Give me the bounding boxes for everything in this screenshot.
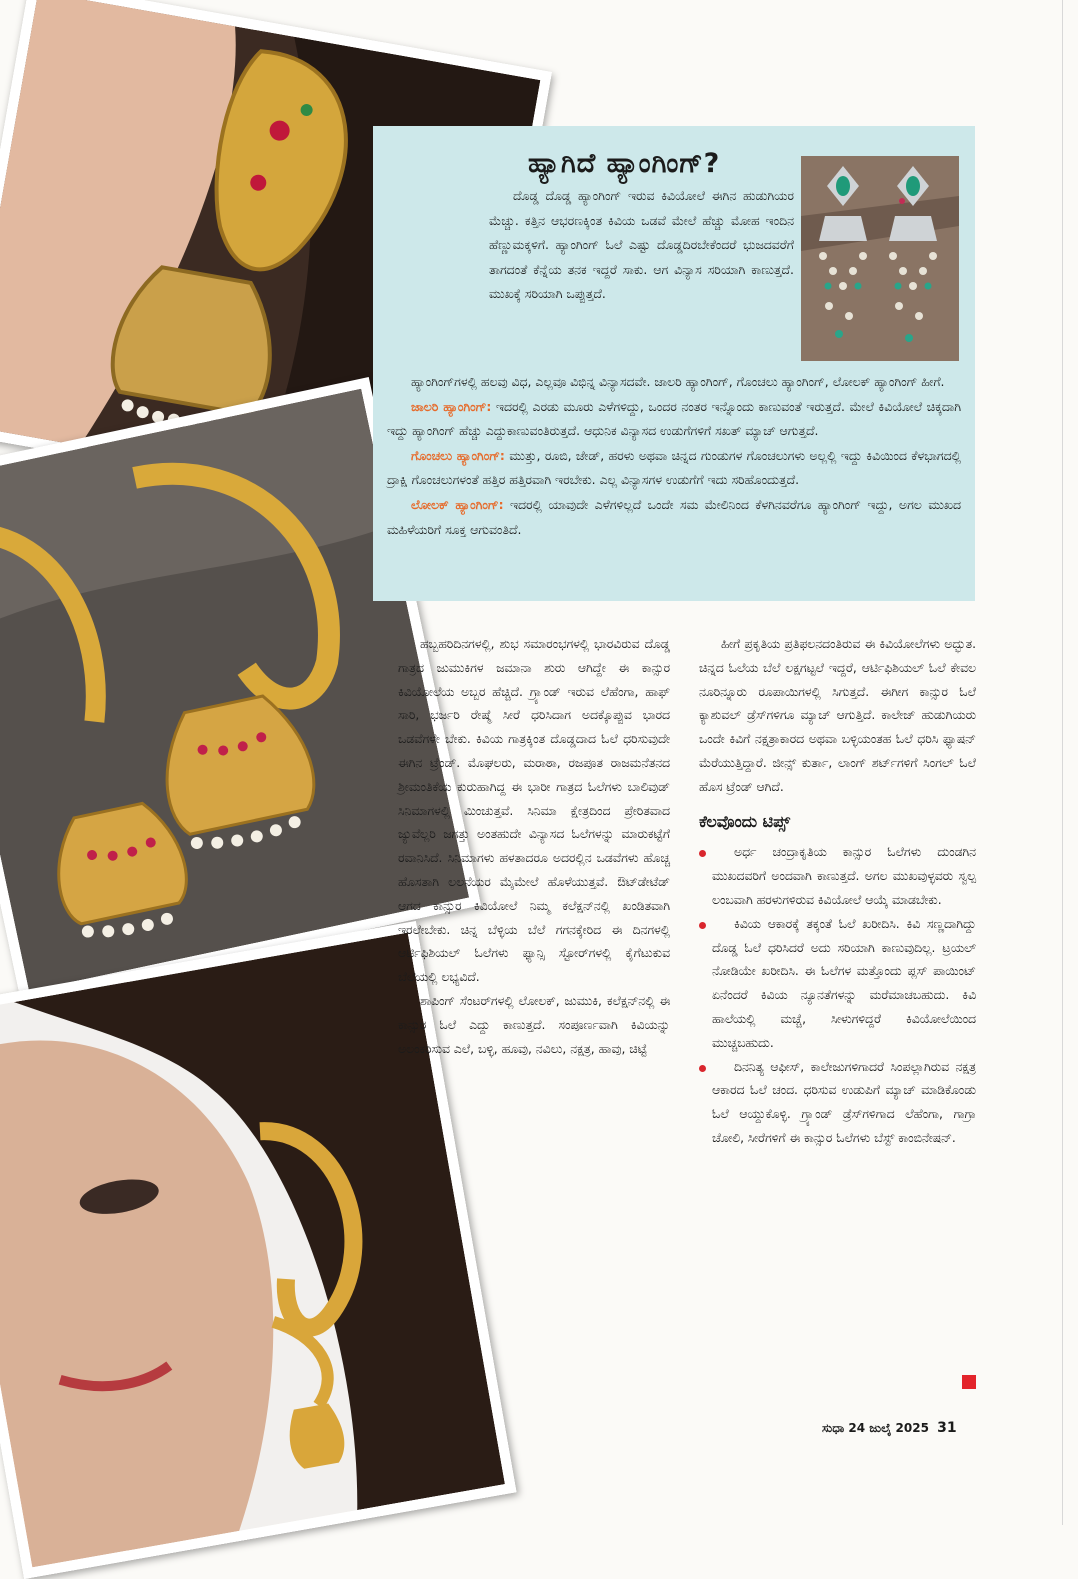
article-column-1 [398, 633, 670, 1061]
sidebar-box [373, 126, 975, 601]
tip-item [699, 913, 976, 1056]
tip-text: ಅರ್ಧ ಚಂದ್ರಾಕೃತಿಯ ಕಾನ್ಸುರ ಓಲೆಗಳು ದುಂಡಗಿನ ಮುಖದವರಿಗೆ ಅಂದವಾಗಿ ಕಾಣುತ್ತದೆ. ಅಗಲ ಮುಖವುಳ್ಳವರು ಸ್ವಲ್ಪ ಲಂಬವಾಗಿ ಹರಳುಗಳಿರುವ ಕಿವಿಯೋಲೆ ಆಯ್ಕೆ ಮಾಡಬೇಕು. [712, 845, 976, 907]
text-gonchalu: ಮುತ್ತು, ರೂಬಿ, ಜೇಡ್, ಹರಳು ಅಥವಾ ಚಿನ್ನದ ಗುಂಡುಗಳ ಗೊಂಚಲುಗಳು ಅಲ್ಲಲ್ಲಿ ಇದ್ದು ಕಿವಿಯಿಂದ ಕೆಳಭಾಗದಲ್ಲಿ ದ್ರಾಕ್ಷಿ ಗೊಂಚಲುಗಳಂತೆ ಹತ್ತಿರ ಹತ್ತಿರವಾಗಿ ಇರಬೇಕು. ಎಲ್ಲ ವಿನ್ಯಾಸಗಳ ಉಡುಗೆಗೆ ಇದು ಸರಿಹೊಂದುತ್ತದೆ. [387, 447, 961, 488]
bullet-icon [699, 1065, 706, 1072]
tip-item [699, 1056, 976, 1151]
bullet-icon [699, 922, 706, 929]
subheading-jalari: ಜಾಲರಿ ಹ್ಯಾಂಗಿಂಗ್: [411, 398, 492, 414]
page-number: 31 [937, 1420, 957, 1436]
tip-text: ಕಿವಿಯ ಆಕಾರಕ್ಕೆ ತಕ್ಕಂತೆ ಓಲೆ ಖರೀದಿಸಿ. ಕಿವಿ ಸಣ್ಣದಾಗಿದ್ದು ದೊಡ್ಡ ಓಲೆ ಧರಿಸಿದರೆ ಅದು ಸರಿಯಾಗಿ ಕಾಣುವುದಿಲ್ಲ. ಟ್ರಯಲ್ ನೋಡಿಯೇ ಖರೀದಿಸಿ. ಈ ಓಲೆಗಳ ಮತ್ತೊಂದು ಪ್ಲಸ್ ಪಾಯಿಂಟ್ ಏನೆಂದರೆ ಕಿವಿಯ ನ್ಯೂನತೆಗಳನ್ನು ಮರೆಮಾಚಬಹುದು. ಕಿವಿ ಹಾಲೆಯಲ್ಲಿ ಮಚ್ಚೆ, ಸೀಳುಗಳಿದ್ದರೆ ಕಿವಿಯೋಲೆಯಿಂದ ಮುಚ್ಚಬಹುದು. [712, 916, 976, 1050]
footer-magazine-date: ಸುಧಾ 24 ಜುಲೈ 2025 [822, 1421, 929, 1435]
text-lolak: ಇದರಲ್ಲಿ ಯಾವುದೇ ಎಳೆಗಳಿಲ್ಲದೆ ಒಂದೇ ಸಮ ಮೇಲಿನಿಂದ ಕೆಳಗಿನವರೆಗೂ ಹ್ಯಾಂಗಿಂಗ್ ಇದ್ದು, ಅಗಲ ಮುಖದ ಮಹಿಳೆಯರಿಗೆ ಸೂಕ್ತ ಆಗುವಂತಿದೆ. [387, 496, 962, 537]
page-footer [822, 1420, 957, 1436]
text-jalari: ಇದರಲ್ಲಿ ಎರಡು ಮೂರು ಎಳೆಗಳಿದ್ದು, ಒಂದರ ನಂತರ ಇನ್ನೊಂದು ಕಾಣುವಂತೆ ಇರುತ್ತದೆ. ಮೇಲೆ ಕಿವಿಯೋಲೆ ಚಿಕ್ಕದಾಗಿ ಇದ್ದು ಹ್ಯಾಂಗಿಂಗ್ ಹೆಚ್ಚು ಎದ್ದುಕಾಣುವಂತಿರುತ್ತದೆ. ಆಧುನಿಕ ವಿನ್ಯಾಸದ ಉಡುಗೆಗಳಿಗೆ ಸಖತ್ ಮ್ಯಾಚ್ ಆಗುತ್ತದೆ. [387, 398, 961, 439]
tips-heading: ಕೆಲವೊಂದು ಟಿಪ್ಸ್ [699, 811, 791, 831]
tip-text: ದಿನನಿತ್ಯ ಆಫೀಸ್, ಕಾಲೇಜುಗಳಿಗಾದರೆ ಸಿಂಪಲ್ಲಾಗಿರುವ ನಕ್ಷತ್ರ ಆಕಾರದ ಓಲೆ ಚಂದ. ಧರಿಸುವ ಉಡುಪಿಗೆ ಮ್ಯಾಚ್ ಮಾಡಿಕೊಂಡು ಓಲೆ ಆಯ್ದುಕೊಳ್ಳಿ. ಗ್ರ್ಯಾಂಡ್ ಡ್ರೆಸ್‌ಗಳಿಗಾದ ಲೆಹೆಂಗಾ, ಗಾಗ್ರಾ ಚೋಲಿ, ಸೀರೆಗಳಿಗೆ ಈ ಕಾನ್ಸುರ ಓಲೆಗಳು ಬೆಸ್ಟ್ ಕಾಂಬಿನೇಷನ್. [712, 1059, 976, 1145]
article-paragraph: ಶಾಪಿಂಗ್ ಸೆಂಟರ್‌ಗಳಲ್ಲಿ ಲೋಲಕ್, ಜುಮುಕಿ, ಕಲೆಕ್ಷನ್‌ನಲ್ಲಿ ಈ ಕಾನ್ಸುರ ಓಲೆ ಎದ್ದು ಕಾಣುತ್ತದೆ. ಸಂಪೂರ್ಣವಾಗಿ ಕಿವಿಯನ್ನು ಅಲಂಕರಿಸುವ ಎಲೆ, ಬಳ್ಳಿ, ಹೂವು, ನವಿಲು, ನಕ್ಷತ್ರ, ಹಾವು, ಚಿಟ್ಟೆ [398, 993, 670, 1056]
article-paragraph: ಹೀಗೆ ಪ್ರಕೃತಿಯ ಪ್ರತಿಫಲನದಂತಿರುವ ಈ ಕಿವಿಯೋಲೆಗಳು ಅದ್ಭುತ. ಚಿನ್ನದ ಓಲೆಯ ಬೆಲೆ ಲಕ್ಷಗಟ್ಟಲೆ ಇದ್ದರೆ, ಆರ್ಟಿಫಿಶಿಯಲ್ ಓಲೆ ಕೇವಲ ನೂರಿನ್ನೂರು ರೂಪಾಯಿಗಳಲ್ಲಿ ಸಿಗುತ್ತದೆ. ಈಗೀಗ ಕಾನ್ಸುರ ಓಲೆ ಕ್ಯಾಶುವಲ್ ಡ್ರೆಸ್‌ಗಳಿಗೂ ಮ್ಯಾಚ್ ಆಗುತ್ತಿದೆ. ಕಾಲೇಜ್ ಹುಡುಗಿಯರು ಒಂದೇ ಕಿವಿಗೆ ನಕ್ಷತ್ರಾಕಾರದ ಅಥವಾ ಬಳ್ಳಿಯಂತಹ ಓಲೆ ಧರಿಸಿ ಫ್ಯಾಷನ್ ಮೆರೆಯುತ್ತಿದ್ದಾರೆ. ಜೀನ್ಸ್ ಕುರ್ತಾ, ಲಾಂಗ್ ಶರ್ಟ್‌ಗಳಿಗೆ ಸಿಂಗಲ್ ಓಲೆ ಹೊಸ ಟ್ರೆಂಡ್ ಆಗಿದೆ. [699, 637, 976, 794]
sidebar-title: ಹ್ಯಾಗಿದೆ ಹ್ಯಾಂಗಿಂಗ್? [528, 148, 721, 179]
sidebar-item-lolak [387, 493, 961, 542]
page-edge-line [1062, 0, 1063, 1525]
subheading-lolak: ಲೋಲಕ್ ಹ್ಯಾಂಗಿಂಗ್: [411, 496, 504, 512]
sidebar-item-jalari [387, 395, 961, 444]
article-column-2 [699, 633, 976, 1151]
article-paragraph: ಹಬ್ಬಹರಿದಿನಗಳಲ್ಲಿ, ಶುಭ ಸಮಾರಂಭಗಳಲ್ಲಿ ಭಾರವಿರುವ ದೊಡ್ಡ ಗಾತ್ರದ ಜುಮುಕಿಗಳ ಜಮಾನಾ ಶುರು ಆಗಿದ್ದೇ ಈ ಕಾನ್ಸುರ ಕಿವಿಯೋಲೆಯ ಅಬ್ಬರ ಹೆಚ್ಚಿದೆ. ಗ್ರ್ಯಾಂಡ್ ಇರುವ ಲೆಹೆಂಗಾ, ಹಾಫ್ ಸಾರಿ, ಭರ್ಜರಿ ರೇಷ್ಮೆ ಸೀರೆ ಧರಿಸಿದಾಗ ಅದಕ್ಕೊಪ್ಪುವ ಭಾರದ ಒಡವೆಗಳೇ ಬೇಕು. ಕಿವಿಯ ಗಾತ್ರಕ್ಕಿಂತ ದೊಡ್ಡದಾದ ಓಲೆ ಧರಿಸುವುದೇ ಈಗಿನ ಟ್ರೆಂಡ್. ಮೊಘಲರು, ಮರಾಠಾ, ರಜಪೂತ ರಾಜಮನೆತನದ ಶ್ರೀಮಂತಿಕೆಯ ಕುರುಹಾಗಿದ್ದ ಈ ಭಾರೀ ಗಾತ್ರದ ಓಲೆಗಳು ಬಾಲಿವುಡ್ ಸಿನಿಮಾಗಳಲ್ಲಿ ಮಿಂಚುತ್ತವೆ. ಸಿನಿಮಾ ಕ್ಷೇತ್ರದಿಂದ ಪ್ರೇರಿತವಾದ ಜ್ಯುವೆಲ್ಲರಿ ಜಗತ್ತು ಅಂತಹುದೇ ವಿನ್ಯಾಸದ ಓಲೆಗಳನ್ನು ಮಾರುಕಟ್ಟೆಗೆ ರವಾನಿಸಿದೆ. ಸಿನಿಮಾಗಳು ಹಳತಾದರೂ ಅದರಲ್ಲಿನ ಒಡವೆಗಳು ಹೊಚ್ಚ ಹೊಸತಾಗಿ ಲಲನೆಯರ ಮೈಮೇಲೆ ಹೊಳೆಯುತ್ತವೆ. ಔಟ್‌ಡೇಟೆಡ್ ಆಗದ ಕಾನ್ಸುರ ಕಿವಿಯೋಲೆ ನಿಮ್ಮ ಕಲೆಕ್ಷನ್‌ನಲ್ಲಿ ಖಂಡಿತವಾಗಿ ಇರಲೇಬೇಕು. ಚಿನ್ನ ಬೆಳ್ಳಿಯ ಬೆಲೆ ಗಗನಕ್ಕೇರಿದ ಈ ದಿನಗಳಲ್ಲಿ ಆರ್ಟಿಫಿಶಿಯಲ್ ಓಲೆಗಳು ಫ್ಯಾನ್ಸಿ ಸ್ಟೋರ್‌ಗಳಲ್ಲಿ ಕೈಗೆಟುಕುವ ಬೆಲೆಯಲ್ಲಿ ಲಭ್ಯವಿದೆ. [398, 637, 670, 985]
tip-item [699, 841, 976, 912]
sidebar-intro-paragraph: ದೊಡ್ಡ ದೊಡ್ಡ ಹ್ಯಾಂಗಿಂಗ್ ಇರುವ ಕಿವಿಯೋಲೆ ಈಗಿನ ಹುಡುಗಿಯರ ಮೆಚ್ಚು. ಕತ್ತಿನ ಆಭರಣಕ್ಕಿಂತ ಕಿವಿಯ ಒಡವೆ ಮೇಲೆ ಹೆಚ್ಚು ಮೋಹ ಇಂದಿನ ಹೆಣ್ಣುಮಕ್ಕಳಿಗೆ. ಹ್ಯಾಂಗಿಂಗ್ ಓಲೆ ಎಷ್ಟು ದೊಡ್ಡದಿರಬೇಕೆಂದರೆ ಭುಜದವರೆಗೆ ತಾಗದಂತೆ ಕೆನ್ನೆಯ ತನಕ ಇದ್ದರೆ ಸಾಕು. ಆಗ ವಿನ್ಯಾಸ ಸರಿಯಾಗಿ ಕಾಣುತ್ತದೆ. ಮುಖಕ್ಕೆ ಸರಿಯಾಗಿ ಒಪ್ಪುತ್ತದೆ. [489, 188, 794, 302]
sidebar-intro [489, 184, 794, 307]
end-mark-icon [962, 1375, 976, 1389]
sidebar-types [387, 370, 961, 542]
sidebar-types-paragraph: ಹ್ಯಾಂಗಿಂಗ್‌ಗಳಲ್ಲಿ ಹಲವು ವಿಧ, ಎಲ್ಲವೂ ವಿಭಿನ್ನ ವಿನ್ಯಾಸದವೇ. ಜಾಲರಿ ಹ್ಯಾಂಗಿಂಗ್, ಗೊಂಚಲು ಹ್ಯಾಂಗಿಂಗ್, ಲೋಲಕ್ ಹ್ಯಾಂಗಿಂಗ್ ಹೀಗೆ. [411, 374, 945, 389]
bullet-icon [699, 850, 706, 857]
sidebar-item-gonchalu [387, 444, 961, 493]
photo-emerald-earrings [801, 156, 959, 361]
subheading-gonchalu: ಗೊಂಚಲು ಹ್ಯಾಂಗಿಂಗ್: [411, 447, 505, 463]
